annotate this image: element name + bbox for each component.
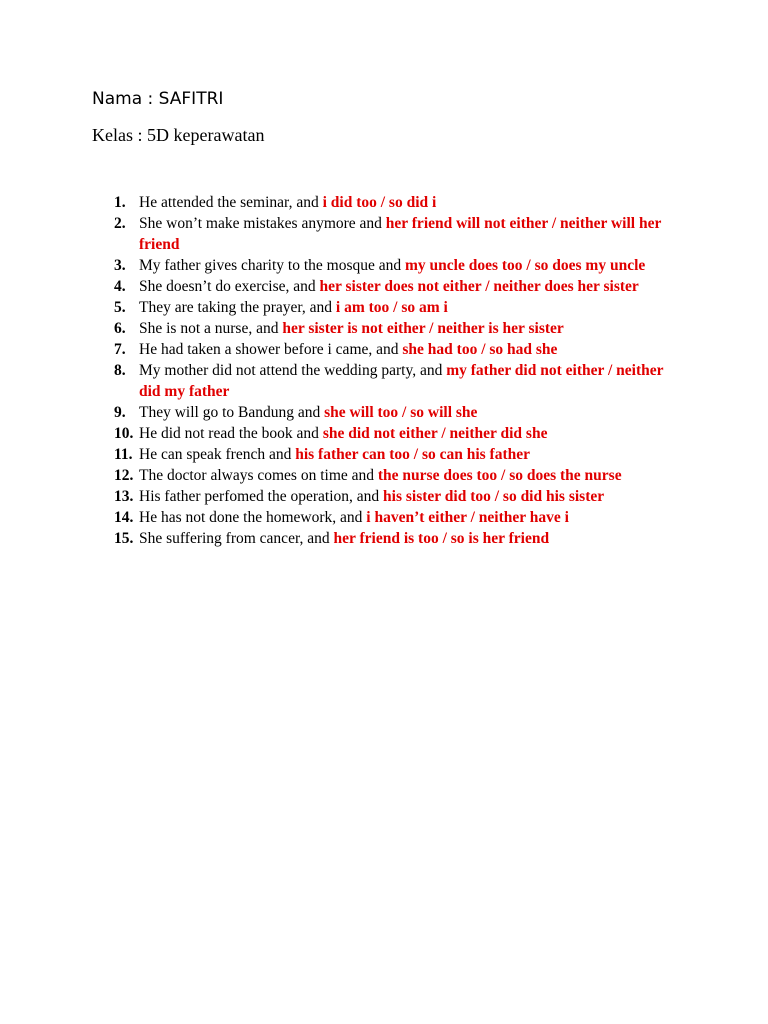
- item-sentence: He can speak french and: [139, 446, 296, 463]
- item-sentence: She suffering from cancer, and: [139, 530, 334, 547]
- list-item: [114, 213, 674, 255]
- item-number: 10.: [114, 425, 134, 442]
- item-sentence: My mother did not attend the wedding party, and: [139, 362, 447, 379]
- class-label: Kelas: [92, 125, 133, 145]
- item-number: 15.: [114, 530, 134, 547]
- list-item: [114, 507, 674, 528]
- class-value: 5D keperawatan: [147, 125, 265, 145]
- item-answer: her sister is not either / neither is her sister: [282, 320, 564, 337]
- item-answer: my uncle does too / so does my uncle: [405, 257, 646, 274]
- list-item: [114, 318, 674, 339]
- item-sentence: His father perfomed the operation, and: [139, 488, 384, 505]
- item-sentence: He has not done the homework, and: [139, 509, 367, 526]
- list-item: [114, 528, 674, 549]
- item-answer: his sister did too / so did his sister: [383, 488, 605, 505]
- list-item: [114, 486, 674, 507]
- item-number: 8.: [114, 362, 126, 379]
- list-item: [114, 423, 674, 444]
- item-answer: his father can too / so can his father: [295, 446, 531, 463]
- item-number: 6.: [114, 320, 126, 337]
- list-item: [114, 255, 674, 276]
- name-value: SAFITRI: [158, 89, 224, 109]
- item-answer: her sister does not either / neither does her sister: [319, 278, 639, 295]
- item-number: 13.: [114, 488, 134, 505]
- item-answer: i did too / so did i: [322, 194, 437, 211]
- item-number: 12.: [114, 467, 134, 484]
- item-answer: she did not either / neither did she: [322, 425, 548, 442]
- list-item: [114, 360, 674, 402]
- item-answer: she had too / so had she: [402, 341, 558, 358]
- item-answer: her friend is too / so is her friend: [333, 530, 550, 547]
- item-sentence: He did not read the book and: [139, 425, 323, 442]
- list-item: [114, 465, 674, 486]
- list-item: [114, 297, 674, 318]
- student-class-line: [92, 125, 264, 146]
- list-item: [114, 402, 674, 423]
- item-number: 9.: [114, 404, 126, 421]
- list-item: [114, 444, 674, 465]
- item-answer: she will too / so will she: [324, 404, 478, 421]
- answer-list: [114, 192, 674, 549]
- name-label: Nama: [92, 89, 143, 109]
- item-answer: her friend will not either / neither will her friend: [139, 215, 662, 253]
- item-number: 5.: [114, 299, 126, 316]
- item-number: 2.: [114, 215, 126, 232]
- item-number: 4.: [114, 278, 126, 295]
- item-number: 11.: [114, 446, 133, 463]
- item-number: 14.: [114, 509, 134, 526]
- item-sentence: The doctor always comes on time and: [139, 467, 378, 484]
- item-number: 7.: [114, 341, 126, 358]
- item-answer: i haven’t either / neither have i: [366, 509, 569, 526]
- list-item: [114, 192, 674, 213]
- name-separator: :: [142, 89, 159, 109]
- item-sentence: My father gives charity to the mosque and: [139, 257, 406, 274]
- item-sentence: She doesn’t do exercise, and: [139, 278, 320, 295]
- item-sentence: They will go to Bandung and: [139, 404, 325, 421]
- item-number: 1.: [114, 194, 126, 211]
- class-separator: :: [132, 125, 147, 145]
- item-number: 3.: [114, 257, 126, 274]
- item-answer: my father did not either / neither did my father: [139, 362, 664, 400]
- item-sentence: She is not a nurse, and: [139, 320, 283, 337]
- list-item: [114, 339, 674, 360]
- item-sentence: He had taken a shower before i came, and: [139, 341, 403, 358]
- item-answer: the nurse does too / so does the nurse: [377, 467, 622, 484]
- item-sentence: They are taking the prayer, and: [139, 299, 336, 316]
- item-answer: i am too / so am i: [335, 299, 448, 316]
- item-sentence: He attended the seminar, and: [139, 194, 323, 211]
- list-item: [114, 276, 674, 297]
- student-name-line: [92, 89, 223, 109]
- item-sentence: She won’t make mistakes anymore and: [139, 215, 386, 232]
